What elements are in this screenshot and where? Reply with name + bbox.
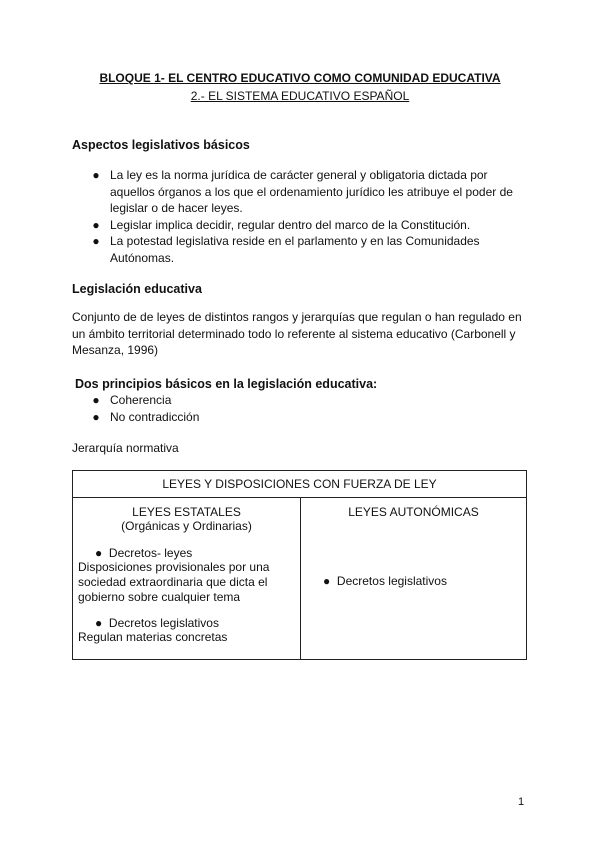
paragraph-line: Mesanza, 1996) bbox=[72, 343, 159, 357]
principles-list bbox=[90, 392, 390, 425]
decree-laws-item bbox=[95, 546, 192, 561]
list-item bbox=[90, 217, 530, 234]
description-line: Disposiciones provisionales por una bbox=[78, 560, 270, 574]
page-number: 1 bbox=[518, 796, 525, 808]
legislative-decrees-item bbox=[95, 616, 219, 631]
decree-laws-description bbox=[78, 560, 293, 605]
bullet-text: legislar o de hacer leyes. bbox=[110, 201, 243, 215]
bullet-text: La potestad legislativa reside en el parlamento y en las Comunidades bbox=[110, 234, 480, 248]
legislative-decrees-description: Regulan materias concretas bbox=[78, 630, 228, 644]
autonomous-decrees-item bbox=[323, 574, 447, 589]
bullet-icon: ● bbox=[92, 168, 100, 182]
autonomous-laws-title: LEYES AUTONÓMICAS bbox=[348, 505, 479, 519]
bullet-icon: ● bbox=[92, 409, 100, 424]
list-item bbox=[90, 167, 530, 217]
legislation-definition bbox=[72, 309, 532, 359]
autonomous-decrees-label: Decretos legislativos bbox=[336, 574, 447, 588]
section-heading-legislacion: Legislación educativa bbox=[72, 282, 202, 296]
bullet-icon: ● bbox=[323, 574, 331, 588]
bullet-icon: ● bbox=[92, 217, 100, 232]
bullet-icon: ● bbox=[92, 393, 100, 407]
document-title: BLOQUE 1- EL CENTRO EDUCATIVO COMO COMUNIDAD EDUCATIVA bbox=[99, 71, 501, 85]
bullet-icon: ● bbox=[92, 234, 100, 248]
bullet-text: Legislar implica decidir, regular dentro del marco de la Constitución. bbox=[110, 217, 471, 232]
section-heading-aspectos: Aspectos legislativos básicos bbox=[72, 138, 250, 152]
bullet-text: aquellos órganos a los que el ordenamiento jurídico les atribuye el poder de bbox=[110, 184, 513, 199]
section-heading-principios: Dos principios básicos en la legislación educativa: bbox=[75, 377, 378, 391]
legislative-decrees-label: Decretos legislativos bbox=[108, 616, 219, 630]
hierarchy-label: Jerarquía normativa bbox=[72, 441, 179, 455]
bullet-text: Coherencia bbox=[110, 393, 172, 407]
list-item bbox=[90, 233, 530, 266]
legislative-aspects-list bbox=[90, 167, 530, 266]
bullet-text: La ley es la norma jurídica de carácter general y obligatoria dictada por bbox=[110, 168, 488, 182]
document-subtitle: 2.- EL SISTEMA EDUCATIVO ESPAÑOL bbox=[190, 89, 410, 103]
paragraph-line: Conjunto de de leyes de distintos rangos y jerarquías que regulan o han regulado en bbox=[72, 310, 522, 324]
state-laws-title: LEYES ESTATALES bbox=[132, 505, 241, 519]
autonomous-laws-cell bbox=[301, 498, 526, 659]
law-hierarchy-table bbox=[72, 470, 527, 660]
table-header: LEYES Y DISPOSICIONES CON FUERZA DE LEY bbox=[73, 471, 526, 498]
paragraph-line: un ámbito territorial determinado todo lo referente al sistema educativo (Carbonell y bbox=[72, 326, 516, 341]
bullet-text: Autónomas. bbox=[110, 250, 175, 265]
bullet-text: No contradicción bbox=[110, 409, 200, 424]
bullet-icon: ● bbox=[95, 616, 103, 630]
description-line: sociedad extraordinaria que dicta el bbox=[78, 575, 268, 589]
bullet-icon: ● bbox=[95, 546, 103, 560]
decree-laws-label: Decretos- leyes bbox=[108, 546, 193, 560]
list-item bbox=[90, 409, 390, 426]
state-laws-cell bbox=[73, 498, 300, 659]
description-line: gobierno sobre cualquier tema bbox=[78, 590, 241, 604]
state-laws-subtitle: (Orgánicas y Ordinarias) bbox=[121, 519, 252, 533]
list-item bbox=[90, 392, 390, 409]
